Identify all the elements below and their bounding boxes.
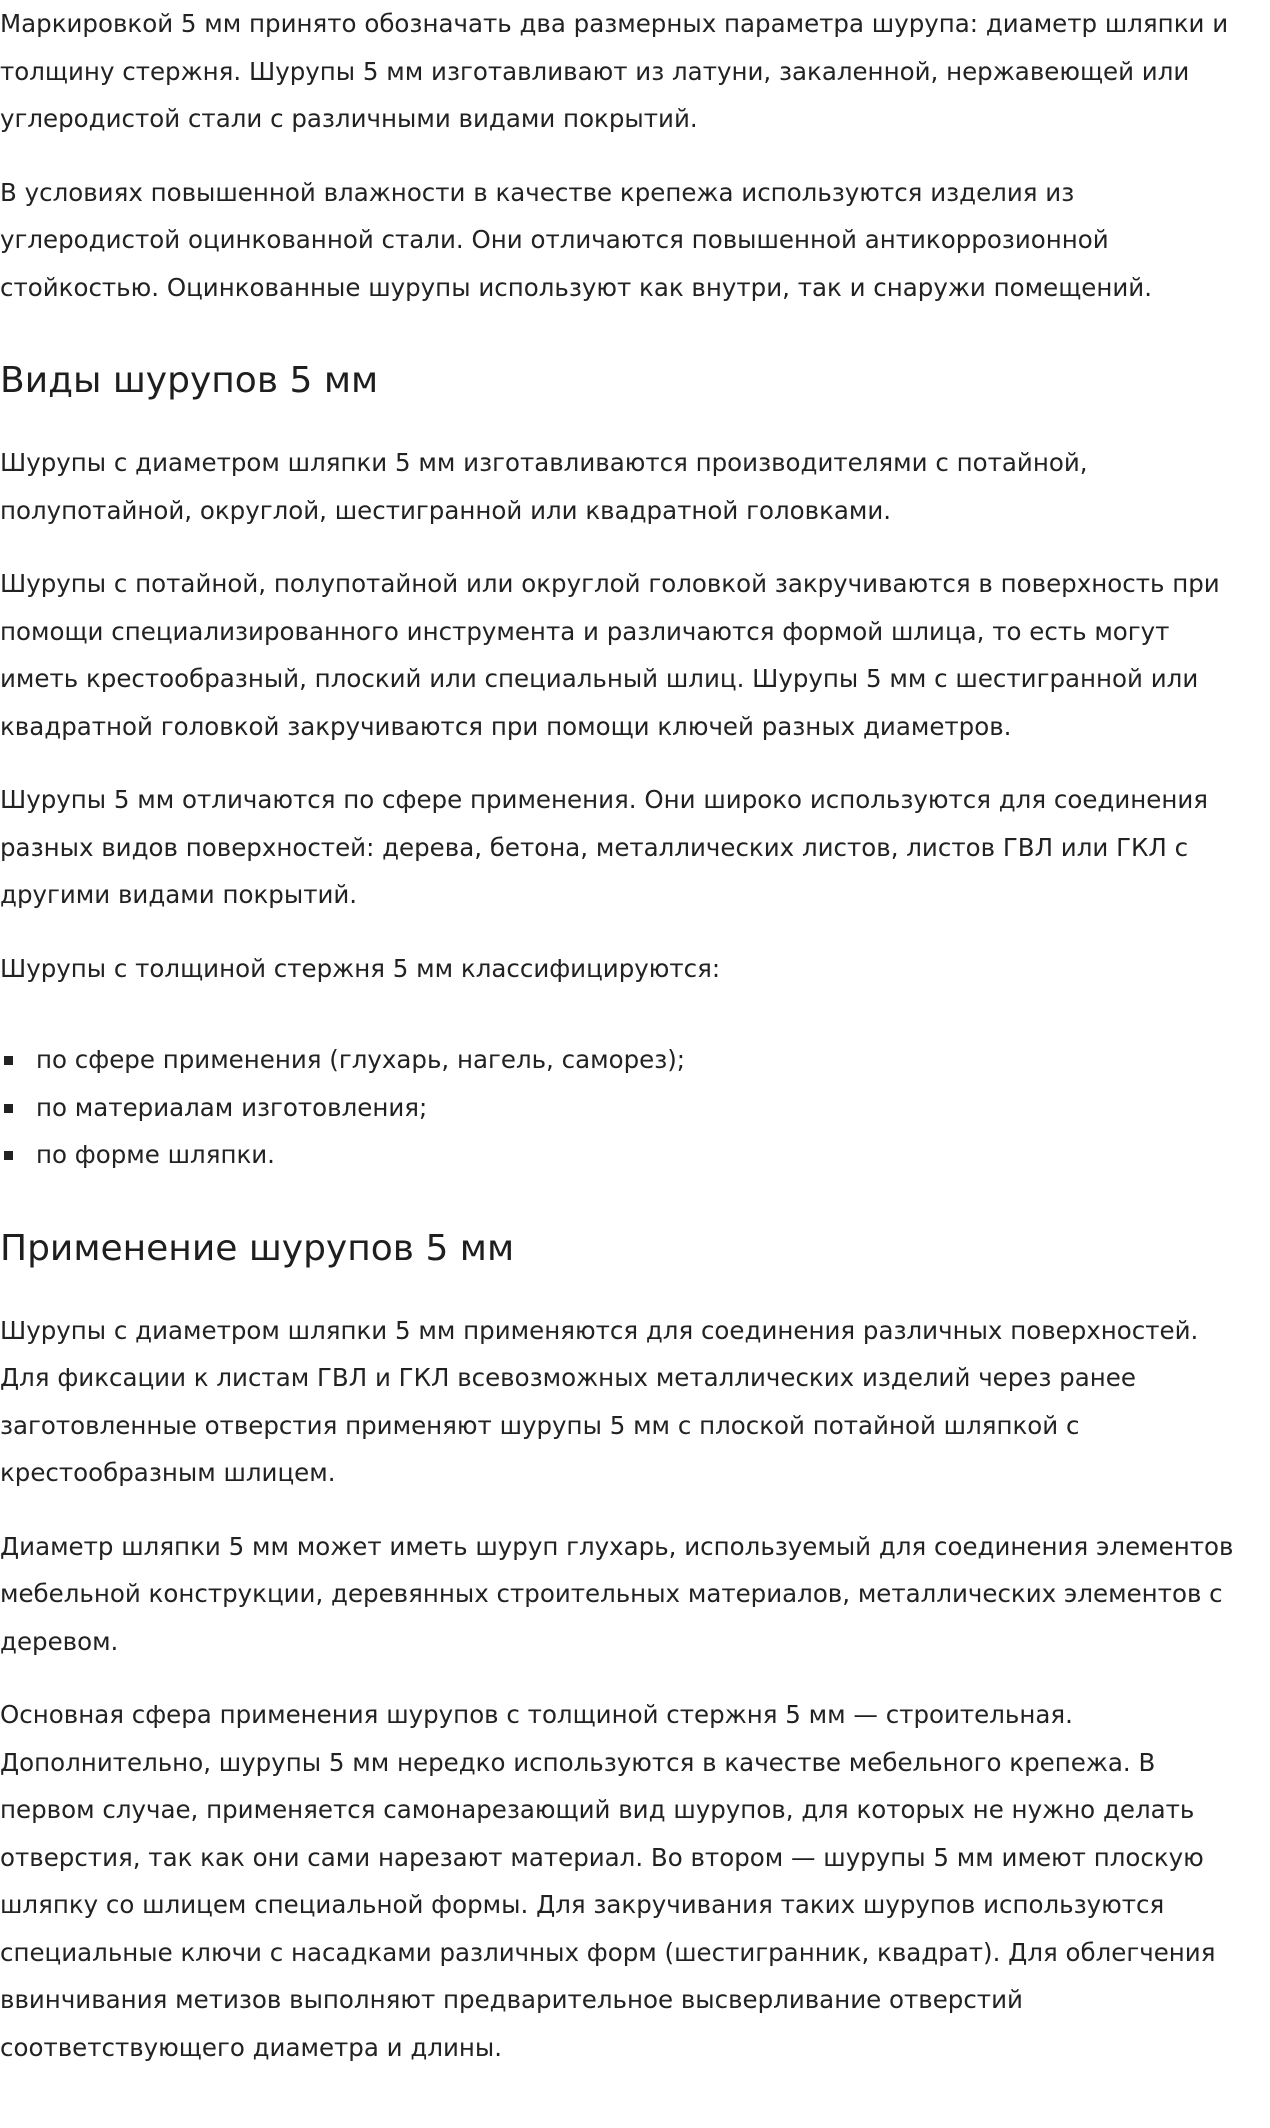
list-item <box>0 1036 1250 1084</box>
square-bullet-icon <box>4 1104 13 1113</box>
paragraph-slot-types: Шурупы с потайной, полупотайной или округлой головкой закручиваются в поверхность при помощи специализированного инструмента и различаются формой шлица, то есть могут иметь крестообразный, плоский или специальный шлиц. Шурупы 5 мм с шестигранной или квадратной головкой закручиваются при помощи ключей разных диаметров. <box>0 569 1220 741</box>
list-item-text: по сфере применения (глухарь, нагель, саморез); <box>36 1045 686 1074</box>
paragraph-head-types: Шурупы с диаметром шляпки 5 мм изготавливаются производителями с потайной, полупотайной, округлой, шестигранной или квадратной головками. <box>0 448 1088 525</box>
list-item <box>0 1131 1250 1179</box>
paragraph-application-sphere: Шурупы 5 мм отличаются по сфере применения. Они широко используются для соединения разных видов поверхностей: дерева, бетона, металлических листов, листов ГВЛ или ГКЛ с другими видами покрытий. <box>0 785 1209 909</box>
square-bullet-icon <box>4 1056 13 1065</box>
list-item-text: по форме шляпки. <box>36 1140 275 1169</box>
paragraph-humidity: В условиях повышенной влажности в качестве крепежа используются изделия из углеродистой оцинкованной стали. Они отличаются повышенной антикоррозионной стойкостью. Оцинкованные шурупы используют как внутри, так и снаружи помещений. <box>0 177 1152 302</box>
paragraph-classification-intro: Шурупы с толщиной стержня 5 мм классифицируются: <box>0 953 721 983</box>
list-item <box>0 1084 1250 1132</box>
paragraph-marking: Маркировкой 5 мм принято обозначать два размерных параметра шурупа: диаметр шляпки и толщину стержня. Шурупы 5 мм изготавливают из латуни, закаленной, нержавеющей или углеродистой стали с различными видами покрытий. <box>0 9 1229 133</box>
heading-types: Виды шурупов 5 мм <box>0 360 379 401</box>
paragraph-usage-lag-screw: Диаметр шляпки 5 мм может иметь шуруп глухарь, используемый для соединения элементов мебельной конструкции, деревянных строительных материалов, металлических элементов с деревом. <box>0 1531 1234 1656</box>
list-item-text: по материалам изготовления; <box>36 1092 428 1122</box>
heading-usage: Применение шурупов 5 мм <box>0 1227 515 1269</box>
paragraph-usage-construction: Основная сфера применения шурупов с толщиной стержня 5 мм — строительная. Дополнительно, шурупы 5 мм нередко используются в качестве мебельного крепежа. В первом случае, применяется самонарезающий вид шурупов, для которых не нужно делать отверстия, так как они сами нарезают материал. Во втором — шурупы 5 мм имеют плоскую шляпку со шлицем специальной формы. Для закручивания таких шурупов используются специальные ключи с насадками различных форм (шестигранник, квадрат). Для облегчения ввинчивания метизов выполняют предварительное высверливание отверстий соответствующего диаметра и длины. <box>0 1700 1216 2062</box>
classification-list <box>0 1036 1250 1179</box>
square-bullet-icon <box>4 1151 13 1160</box>
paragraph-usage-drywall: Шурупы с диаметром шляпки 5 мм применяются для соединения различных поверхностей. Для фиксации к листам ГВЛ и ГКЛ всевозможных металлических изделий через ранее заготовленные отверстия применяют шурупы 5 мм с плоской потайной шляпкой с крестообразным шлицем. <box>0 1315 1199 1487</box>
